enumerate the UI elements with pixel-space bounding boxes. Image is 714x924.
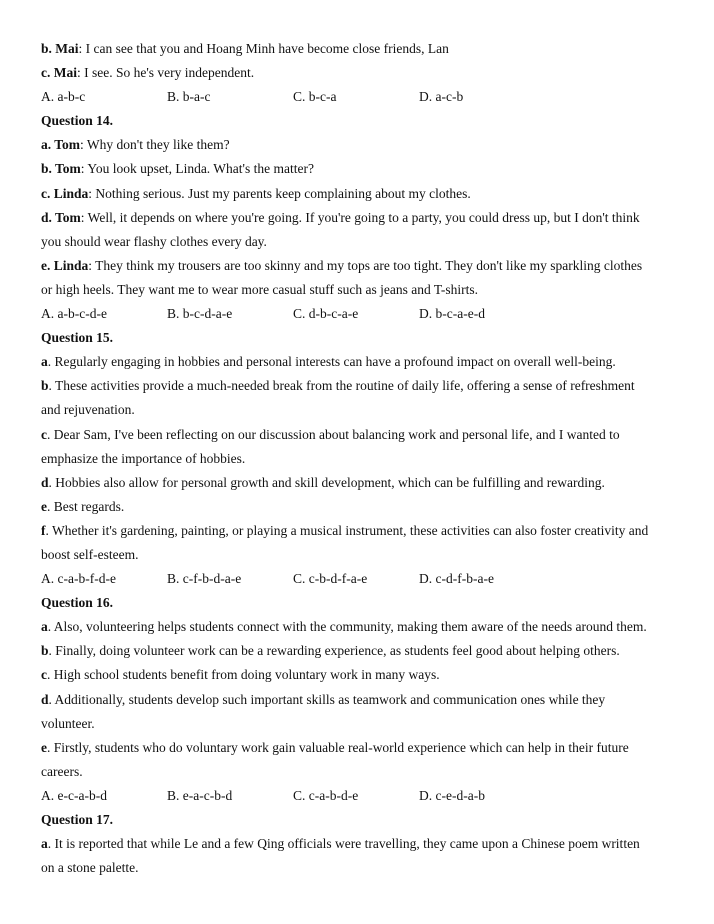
line-e-continued: careers. bbox=[41, 763, 83, 779]
line-a-continued: on a stone palette. bbox=[41, 860, 139, 876]
line-c-continued: emphasize the importance of hobbies. bbox=[41, 450, 246, 466]
line-c: c. Mai: I see. So he's very independent. bbox=[41, 65, 255, 81]
question-15-title: Question 15. bbox=[41, 330, 114, 346]
line-b: b. These activities provide a much-needed break from the routine of daily life, offering a sense of refreshment bbox=[41, 378, 635, 394]
line-b: b. Tom: You look upset, Linda. What's the matter? bbox=[41, 161, 314, 177]
answer-options bbox=[41, 302, 684, 326]
line-a: a. It is reported that while Le and a few Qing officials were travelling, they came upon a Chinese poem written bbox=[41, 836, 640, 852]
line-d: d. Additionally, students develop such important skills as teamwork and communication ones while they bbox=[41, 691, 606, 707]
line-a: a. Also, volunteering helps students connect with the community, making them aware of the needs around them. bbox=[41, 619, 647, 635]
speaker: Mai bbox=[53, 65, 77, 81]
line-e-continued: or high heels. They want me to wear more casual stuff such as jeans and T-shirts. bbox=[41, 281, 479, 297]
speaker: Tom bbox=[55, 209, 81, 225]
answer-options bbox=[41, 85, 684, 109]
line-e: e. Firstly, students who do voluntary work gain valuable real-world experience which can help in their future bbox=[41, 739, 629, 755]
option-b: B. e-a-c-b-d bbox=[167, 787, 233, 803]
line-c: c. High school students benefit from doing voluntary work in many ways. bbox=[41, 667, 440, 683]
line-c: c. Linda: Nothing serious. Just my parents keep complaining about my clothes. bbox=[41, 185, 471, 201]
option-c: C. c-b-d-f-a-e bbox=[293, 571, 368, 587]
speaker: Linda bbox=[53, 257, 89, 273]
option-b: B. b-c-d-a-e bbox=[167, 306, 233, 322]
line-b: b. Finally, doing volunteer work can be a rewarding experience, as students feel good about helping others. bbox=[41, 643, 620, 659]
line-b: b. Mai: I can see that you and Hoang Minh have become close friends, Lan bbox=[41, 41, 449, 56]
option-a: A. e-c-a-b-d bbox=[41, 787, 107, 803]
option-a: A. a-b-c bbox=[41, 89, 86, 105]
line-f: f. Whether it's gardening, painting, or playing a musical instrument, these activities can also foster creativity and bbox=[41, 522, 649, 538]
line-e: e. Best regards. bbox=[41, 498, 125, 514]
answer-options bbox=[41, 784, 684, 808]
option-b: B. c-f-b-d-a-e bbox=[167, 571, 242, 587]
option-a: A. c-a-b-f-d-e bbox=[41, 571, 116, 587]
question-14-title: Question 14. bbox=[41, 113, 114, 129]
line-b-continued: and rejuvenation. bbox=[41, 402, 135, 418]
question-16-title: Question 16. bbox=[41, 595, 114, 611]
option-c: C. b-c-a bbox=[293, 89, 337, 105]
line-f-continued: boost self-esteem. bbox=[41, 546, 139, 562]
option-d: D. c-e-d-a-b bbox=[419, 787, 485, 803]
option-c: C. d-b-c-a-e bbox=[293, 306, 359, 322]
speaker: Linda bbox=[53, 185, 89, 201]
speaker: Tom bbox=[54, 137, 81, 153]
line-d: d. Tom: Well, it depends on where you're going. If you're going to a party, you could dress up, but I don't think bbox=[41, 209, 640, 225]
line-e: e. Linda: They think my trousers are too skinny and my tops are too tight. They don't like my sparkling clothes bbox=[41, 257, 643, 273]
speaker: Mai bbox=[55, 41, 79, 56]
option-d: D. c-d-f-b-a-e bbox=[419, 571, 494, 587]
option-a: A. a-b-c-d-e bbox=[41, 306, 107, 322]
question-17-title: Question 17. bbox=[41, 812, 114, 827]
line-c: c. Dear Sam, I've been reflecting on our discussion about balancing work and personal life, and I wanted to bbox=[41, 426, 620, 442]
line-d: d. Hobbies also allow for personal growth and skill development, which can be fulfilling and rewarding. bbox=[41, 474, 605, 490]
option-d: D. b-c-a-e-d bbox=[419, 306, 485, 322]
line-a: a. Regularly engaging in hobbies and personal interests can have a profound impact on overall well-being. bbox=[41, 354, 616, 370]
line-a: a. Tom: Why don't they like them? bbox=[41, 137, 230, 153]
speaker: Tom bbox=[55, 161, 81, 177]
answer-options bbox=[41, 567, 684, 591]
option-d: D. a-c-b bbox=[419, 89, 464, 105]
line-d-continued: you should wear flashy clothes every day. bbox=[41, 233, 267, 249]
line-d-continued: volunteer. bbox=[41, 715, 95, 731]
option-c: C. c-a-b-d-e bbox=[293, 787, 359, 803]
option-b: B. b-a-c bbox=[167, 89, 211, 105]
